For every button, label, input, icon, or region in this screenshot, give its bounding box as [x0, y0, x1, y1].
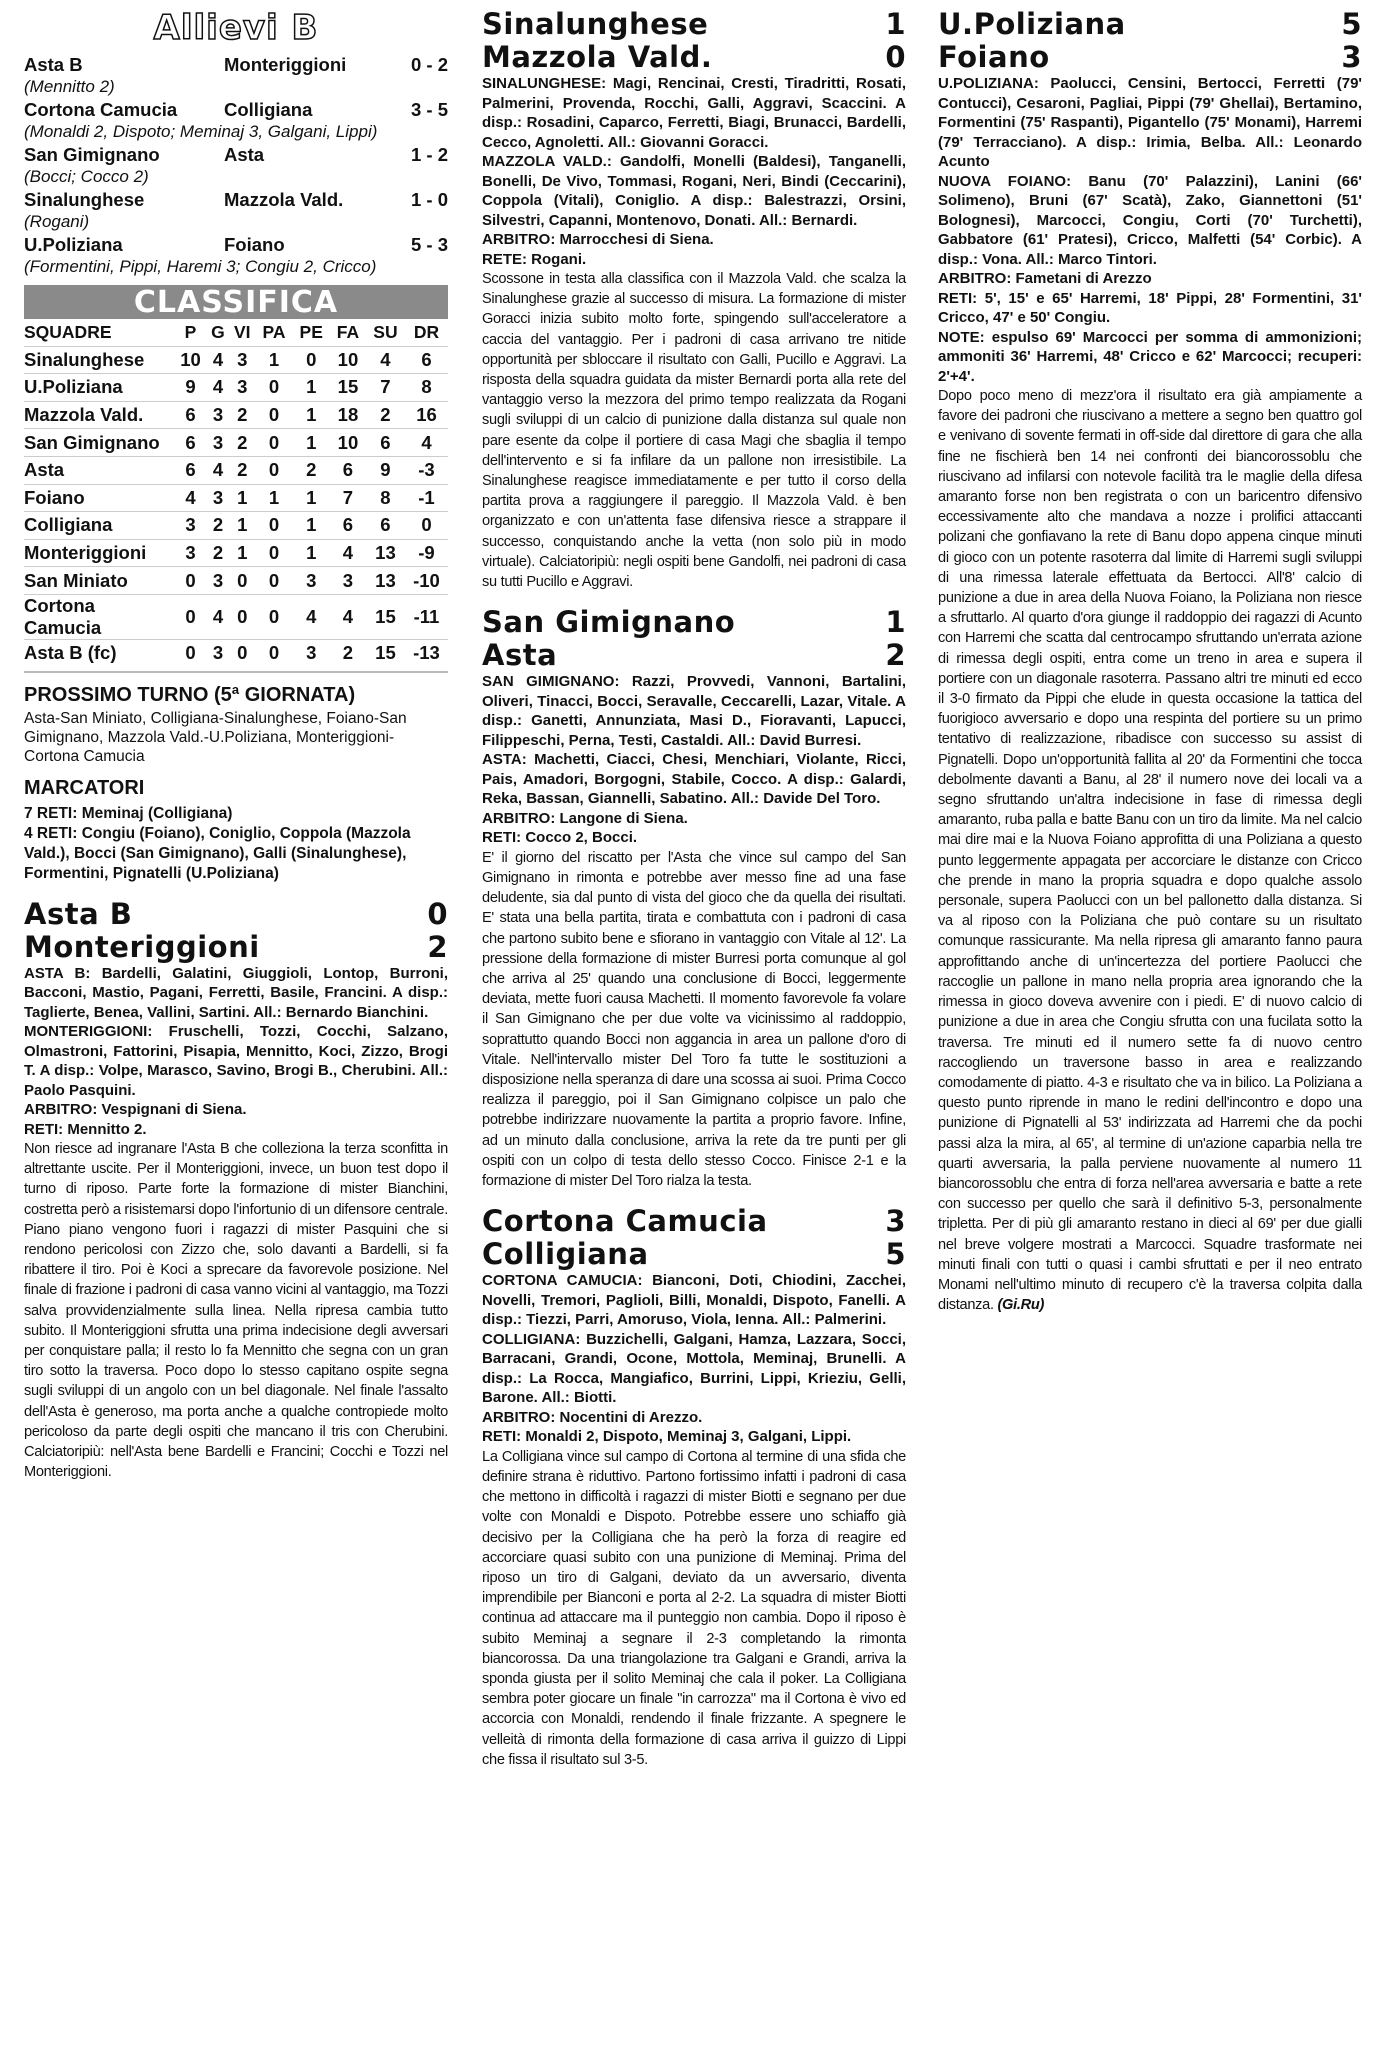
goals: RETI: Mennitto 2. — [24, 1120, 147, 1138]
match-report: Dopo poco meno di mezz'ora il risultato era già ampiamente a favore dei padroni che riuscivano a mettere a segno ben quattro gol e venivano di sovente fermati in off-side dal direttore di gara che alla fine ne fischierà ben 14 nei confronti dei biancorossoblu che riuscivano ad infilarsi con notevole facilità tra le maglie della difesa amaranto forse non ben registrata o con un baricentro difensivo eccessivamente alto che mandava a nozze i prolifici attaccanti polizani che gonfiavano la rete di Banu dopo appena cinque minuti di gioco con un potente rasoterra dal limite di Harremi sugli sviluppi di una rimessa laterale effettuata da Bertocci. All'8' calcio di punizione a due in area della Nuova Foiano, la Poliziana non riesce a sfruttarlo. Al quarto d'ora giunge il raddoppio dei ragazzi di Acunto con Harremi che scatta dal centrocampo sfruttando un'errata azione di rimessa degli ospiti, entra come un treno in area e supera il portiere con un diagonale rasoterra. Passano altri tre minuti ed ecco il 3-0 firmato da Pippi che elude in questa occasione la tattica del fuorigioco avversario e dopo una respinta del portiere su un primo tentativo di realizzazione, ribadisce con successo su assist di Pignatelli. Dopo un'opportunità fallita al 20' da Formentini che tocca debolmente davanti a Banu, al 28' il numero nove dei locali va a segno sfruttando un'altra indecisione in fase di rimessa degli amaranto, ruba palla e batte Banu con un tiro da limite. Ma nel calcio mai dire mai e la Nuova Foiano approfitta di una Poliziana a questo punto leggermente appagata per accorciare le distanze con Cricco che prende in mano la propria squadra e dopo qualche assolo personale, supera Paolucci con un bel pallonetto dalla distanza. Si va al riposo con la Poliziana che può contare su un risultato comunque rassicurante. Ma nella ripresa gli amaranto fanno paura approfittando anche di un'incertezza del portiere Paolucci che raccoglie un pallone in mano nella propria area ignorando che la rimessa in gioco doveva avvenire con i piedi. E' di nuovo calcio di punizione a due in area che Congiu sfrutta con una fucilata sotto la traversa. Tre minuti ed il numero sette fa di nuovo centro raccogliendo un traversone basso in area e realizzando comodamente di piatto. 4-3 e risultato che va in bilico. La Poliziana a questo punto riprende in mano le redini dell'incontro e dopo una punizione di Pignatelli al 53' indirizzata ad Harremi che da pochi passi alza la mira, al 65', al termine di un'azione caparbia nella tre quarti avversaria, la palla perviene nuovamente al numero 11 biancorossoblu che entra di forza nell'area avversaria e batte a rete con successo per quello che sarà il definitivo 5-3, personalmente tripletta. Per di più gli amaranto restano in dieci al 69' per due gialli nel breve volgere mostrati a Marcocci. Squadre trasformate nei minuti finali con tutti o quasi i cambi sfruttati e per il neo entrato Monami nell'ultimo minuto di recupero c'è la traversa colpita dalla distanza. — [938, 388, 1362, 1314]
goals: RETI: Cocco 2, Bocci. — [482, 829, 638, 847]
away-score: 2 — [885, 638, 906, 673]
standings-row — [24, 401, 448, 429]
stat-cell: 0 — [229, 594, 256, 639]
stat-cell: -9 — [405, 539, 448, 567]
stat-cell: 0 — [174, 594, 207, 639]
team-name: Foiano — [24, 484, 174, 512]
stat-cell: 7 — [366, 374, 405, 402]
team-name: U.Poliziana — [24, 374, 174, 402]
away-team: Colligiana — [224, 99, 313, 120]
result-scorers: (Bocci; Cocco 2) — [24, 167, 149, 186]
stat-cell: 4 — [405, 429, 448, 457]
stat-cell: 3 — [292, 567, 330, 595]
match-report: Non riesce ad ingranare l'Asta B che colleziona la terza sconfitta in altrettante uscite. Per il Monteriggioni, invece, un buon test dopo il turno di riposo. Parte forte la formazione di mister Bianchini, costretta però a risistemarsi dopo l'infortunio di un difensore centrale. Piano piano vengono fuori i ragazzi di mister Pasquini che si rendono pericolosi con Zizzo che, solo davanti a Bardelli, si fa ribattere il tiro. Poi è Koci a sprecare da favorevole posizione. Nel finale di frazione i padroni di casa vanno vicini al vantaggio, ma Tozzi salva provvidenzialmente sulla linea. Nella ripresa cambia tutto subito. Il Monteriggioni sfrutta una prima indecisione degli avversari per conquistare palla; il resto lo fa Mennitto che segna con un gran tiro sotto la traversa. Poco dopo lo stesso capitano ospite segna sugli sviluppi di un angolo con un bel diagonale. Nel finale l'assalto dell'Asta è generoso, ma porta anche a qualche contropiede molto pericoloso da parte degli ospiti che mancano il tris con Cherubini. Calciatoripiù: nell'Asta bene Bardelli e Francini; Cocchi e Tozzi nel Monteriggioni. — [24, 1141, 448, 1481]
stat-cell: 3 — [207, 429, 229, 457]
stat-cell: 0 — [256, 539, 293, 567]
stat-cell: 10 — [174, 346, 207, 374]
team-name: San Miniato — [24, 567, 174, 595]
stat-cell: 3 — [292, 639, 330, 666]
standings-title: CLASSIFICA — [133, 284, 339, 320]
away-lineup: ASTA: Machetti, Ciacci, Chesi, Menchiari, Violante, Ricci, Pais, Amadori, Borgogni, Stabile, Cocco. A disp.: Galardi, Reka, Bassan, Giannelli, Sabatino. All.: Davide Del Toro. — [482, 751, 906, 808]
away-lineup: MAZZOLA VALD.: Gandolfi, Monelli (Baldesi), Tanganelli, Bonelli, De Vivo, Tommasi, Rogani, Neri, Bindi (Ceccarini), Coppola (Vitali), Coniglio. A disp.: Balestrazzi, Orsini, Silvestri, Capanni, Montenovo, Donati. All.: Bernardi. — [482, 153, 906, 229]
column-3 — [938, 8, 1362, 1315]
stat-cell: 18 — [330, 401, 366, 429]
score: 1 - 0 — [410, 189, 448, 210]
stat-cell: 0 — [229, 639, 256, 666]
team-name: Colligiana — [24, 512, 174, 540]
home-lineup: SAN GIMIGNANO: Razzi, Provvedi, Vannoni, Bartalini, Oliveri, Tinacci, Bocci, Seravalle, Ceccarelli, Lazar, Vitale. A disp.: Ganetti, Annunziata, Masi D., Fioravanti, Lapucci, Filippeschi, Perna, Testi, Castaldi. All.: David Burresi. — [482, 673, 906, 749]
home-lineup: SINALUNGHESE: Magi, Rencinai, Cresti, Tiradritti, Rosati, Palmerini, Provenda, Rocchi, Galli, Aggravi, Scaccini. A disp.: Rosadini, Caparco, Ferretti, Biagi, Brunacci, Bardelli, Cecco, Agnoletti. All.: Giovanni Goracci. — [482, 75, 906, 151]
away-team: Mazzola Vald. — [224, 189, 344, 210]
stat-cell: 1 — [229, 484, 256, 512]
col-header: DR — [413, 321, 440, 342]
stat-cell: 3 — [207, 567, 229, 595]
home-lineup: ASTA B: Bardelli, Galatini, Giuggioli, Lontop, Burroni, Bacconi, Mastio, Pagani, Ferretti, Basile, Francini. A disp.: Taglierte, Benea, Vallini, Sartini. All.: Bernardo Bianchini. — [24, 964, 448, 1021]
away-team: Monteriggioni — [224, 54, 347, 75]
next-round-title: PROSSIMO TURNO (5ª GIORNATA) — [24, 683, 356, 706]
stat-cell: 1 — [256, 346, 293, 374]
home-team: San Gimignano — [24, 144, 160, 165]
match-report: La Colligiana vince sul campo di Cortona al termine di una sfida che definire strana è riduttivo. Partono fortissimo infatti i padroni di casa che mettono in difficoltà i ragazzi di mister Biotti e segnano per due volte con Monaldi e Dispoto. Potrebbe essere uno schiaffo già decisivo per la Colligiana che ha però la forza di reagire ed accorciare quasi subito con una punizione di Meminaj. Prima del riposo un tiro di Galgani, deviato da un avversario, diventa imprendibile per Bianconi e porta al 2-2. La squadra di mister Biotti continua ad attaccare ma il punteggio non cambia. Dopo il riposo è subito Meminaj a segnare il 2-3 completando la rimonta biancorossa. Da una triangolazione tra Galgani e Grandi, arriva la sponda giusta per il solito Meminaj che cala il poker. La Colligiana sembra poter giocare un finale "in carrozza" ma il Cortona è vivo ed accorcia con Monaldi, rendendo il finale frizzante. A spegnere le velleità di rimonta della formazione di casa arriva il guizzo di Lippi che fissa il risultato sul 3-5. — [482, 1448, 906, 1768]
stat-cell: 8 — [405, 374, 448, 402]
stat-cell: -10 — [405, 567, 448, 595]
home-score: 0 — [427, 896, 448, 931]
stat-cell: 6 — [366, 512, 405, 540]
stat-cell: 2 — [207, 539, 229, 567]
result-item — [24, 54, 448, 97]
col-header: P — [184, 321, 197, 342]
result-scorers: (Rogani) — [24, 212, 90, 231]
standings-banner — [24, 285, 448, 319]
goals: RETE: Rogani. — [482, 250, 587, 268]
goals: RETI: Monaldi 2, Dispoto, Meminaj 3, Galgani, Lippi. — [482, 1428, 852, 1446]
stat-cell: 10 — [330, 429, 366, 457]
score: 0 - 2 — [410, 54, 448, 75]
away-team: Mazzola Vald. — [482, 40, 713, 74]
stat-cell: 7 — [330, 484, 366, 512]
stat-cell: 13 — [366, 539, 405, 567]
standings-row — [24, 594, 448, 639]
result-scorers: (Mennitto 2) — [24, 77, 115, 96]
divider — [24, 671, 448, 673]
stat-cell: 4 — [207, 456, 229, 484]
team-name: San Gimignano — [24, 429, 174, 457]
match-report: E' il giorno del riscatto per l'Asta che vince sul campo del San Gimignano in rimonta e potrebbe aver messo fine ad una fase deludente, sia dal punto di vista del gioco che da quella dei risultati. E' stata una bella partita, tirata e combattuta con i padroni di casa che partono subito bene e sfiorano in vantaggio con Vitale al 12'. La pressione della formazione di mister Burresi porta comunque al gol che arriva al 25' quando una conclusione di Bocci, leggermente deviata, mette fuori causa Machetti. Il momento favorevole fa volare il San Gimignano che per due volte va vicinissimo al raddoppio, soprattutto quando Bocci non aggancia in area un pallone d'oro di Vitale. Nell'intervallo mister Del Toro fa tutte le sostituzioni a disposizione nella speranza di dare una scossa ai suoi. Prima Cocco realizza il pareggio, poi il San Gimignano colpisce un palo che potrebbe indirizzare nuovamente la partita a proprio favore. Infine, ad un minuto dalla conclusione, arriva la rete da tre punti per gli ospiti con un colpo di testa dello stesso Cocco. Finisce 2-1 e la formazione di mister Del Toro rialza la testa. — [482, 849, 906, 1189]
col-header: SQUADRE — [24, 321, 112, 342]
standings-row — [24, 639, 448, 666]
team-name: Monteriggioni — [24, 539, 174, 567]
home-score: 3 — [885, 1204, 906, 1239]
standings-row — [24, 374, 448, 402]
team-name: Sinalunghese — [24, 346, 174, 374]
stat-cell: 0 — [256, 429, 293, 457]
stat-cell: 1 — [229, 539, 256, 567]
stat-cell: 4 — [207, 346, 229, 374]
home-team: Asta B — [24, 54, 83, 75]
match-notes: NOTE: espulso 69' Marcocci per somma di ammonizioni; ammoniti 36' Harremi, 48' Cricco e 62' Marcocci; recuperi: 2'+4'. — [938, 328, 1362, 385]
stat-cell: 15 — [366, 639, 405, 666]
result-scorers: (Formentini, Pippi, Haremi 3; Congiu 2, Cricco) — [24, 257, 377, 276]
stat-cell: -13 — [405, 639, 448, 666]
stat-cell: 6 — [174, 456, 207, 484]
scorers-title: MARCATORI — [24, 776, 145, 799]
stat-cell: 3 — [229, 346, 256, 374]
score: 1 - 2 — [410, 144, 448, 165]
referee: ARBITRO: Marrocchesi di Siena. — [482, 231, 714, 248]
standings-table — [24, 319, 448, 667]
away-score: 3 — [1341, 40, 1362, 74]
stat-cell: 0 — [174, 567, 207, 595]
stat-cell: 8 — [366, 484, 405, 512]
col-header: SU — [373, 321, 398, 342]
stat-cell: 3 — [207, 484, 229, 512]
stat-cell: 6 — [330, 456, 366, 484]
home-score: 5 — [1341, 7, 1362, 41]
stat-cell: 1 — [292, 512, 330, 540]
stat-cell: 16 — [405, 401, 448, 429]
stat-cell: 1 — [292, 539, 330, 567]
column-2 — [482, 8, 906, 1770]
stat-cell: 1 — [229, 512, 256, 540]
result-item — [24, 234, 448, 277]
stat-cell: 6 — [366, 429, 405, 457]
away-team: Monteriggioni — [24, 929, 260, 964]
section-title-banner — [24, 8, 448, 48]
home-team: San Gimignano — [482, 605, 736, 640]
score: 5 - 3 — [410, 234, 448, 255]
match-report: Scossone in testa alla classifica con il Mazzola Vald. che scalza la Sinalunghese grazie al successo di misura. La formazione di mister Goracci inizia subito molto forte, spingendo sull'acceleratore a caccia del vantaggio. Per i padroni di casa arrivano tre nitide opportunità per sbloccare il risultato con Galli, Pucillo e Aggravi. La risposta della squadra guidata da mister Bernardi porta alla rete del vantaggio verso la mezzora del primo tempo realizzata da Rogani sugli sviluppi di un calcio di punizione dalla distanza sul quale non pare esente da colpe il portiere di casa Magi che sbaglia il tempo dell'intervento e si fa infilare da un pallone non irresistibile. La Sinalunghese reagisce immediatamente e per tutto il corso della partita prova a raggiungere il pareggio. Il Mazzola Vald. è ben organizzato e con un'attenta fase difensiva riesce a strappare il successo, conquistando anche la vetta (non solo più in modo virtuale). Calciatoripiù: negli ospiti bene Gandolfi, nei padroni di casa su tutti Pucillo e Aggravi. — [482, 271, 906, 591]
scorers-line-2: 4 RETI: Congiu (Foiano), Coniglio, Coppola (Mazzola Vald.), Bocci (San Gimignano), Galli (Sinalunghese), Formentini, Pignatelli (U.Poliziana) — [24, 824, 411, 882]
away-score: 2 — [427, 929, 448, 964]
stat-cell: 1 — [292, 374, 330, 402]
away-lineup: COLLIGIANA: Buzzichelli, Galgani, Hamza, Lazzara, Socci, Barracani, Grandi, Ocone, Mottola, Meminaj, Brunelli. A disp.: La Rocca, Mangiafico, Burrini, Lippi, Krieziu, Gelli, Barone. All.: Biotti. — [482, 1330, 906, 1407]
stat-cell: 4 — [174, 484, 207, 512]
next-round-text: Asta-San Miniato, Colligiana-Sinalunghese, Foiano-San Gimignano, Mazzola Vald.-U.Poliziana, Monteriggioni-Cortona Camucia — [24, 709, 407, 765]
result-item — [24, 144, 448, 187]
stat-cell: 4 — [207, 374, 229, 402]
home-lineup: CORTONA CAMUCIA: Bianconi, Doti, Chiodini, Zacchei, Novelli, Tremori, Paglioli, Billi, Monaldi, Dispoto, Fanelli. A disp.: Tiezzi, Parri, Amoruso, Viola, Ienna. All.: Palmerini. — [482, 1272, 906, 1329]
stat-cell: 9 — [174, 374, 207, 402]
home-team: Sinalunghese — [482, 7, 709, 41]
match-cortona-colligiana — [482, 1205, 906, 1770]
standings-header-row — [24, 319, 448, 346]
standings-row — [24, 539, 448, 567]
stat-cell: 1 — [256, 484, 293, 512]
home-lineup: U.POLIZIANA: Paolucci, Censini, Bertocci, Ferretti (79' Contucci), Cesaroni, Pagliai, Pippi (79' Ghellai), Bertamino, Formentini (75' Raspanti), Pigantello (75' Monami), Harremi (79' Terracciano). A disp.: Irimia, Belba. All.: Leonardo Acunto — [938, 75, 1362, 170]
col-header: VI — [233, 321, 251, 342]
stat-cell: -11 — [405, 594, 448, 639]
stat-cell: 2 — [229, 429, 256, 457]
stat-cell: 4 — [207, 594, 229, 639]
team-name: Asta B (fc) — [24, 639, 174, 666]
team-name: Cortona Camucia — [24, 594, 174, 639]
away-lineup: NUOVA FOIANO: Banu (70' Palazzini), Lanini (66' Solimeno), Bruni (67' Scatà), Zako, Giannettoni (51' Bolognesi), Marcocci, Congiu, Corti (70' Turchetti), Gabbatore (61' Pratesi), Cricco, Malfetti (54' Corbic). A disp.: Vona. All.: Marco Tintori. — [938, 172, 1362, 268]
stat-cell: 15 — [330, 374, 366, 402]
stat-cell: 3 — [207, 401, 229, 429]
stat-cell: 2 — [330, 639, 366, 666]
stat-cell: 4 — [330, 594, 366, 639]
stat-cell: 0 — [229, 567, 256, 595]
stat-cell: 1 — [292, 429, 330, 457]
stat-cell: 13 — [366, 567, 405, 595]
match-poliziana-foiano — [938, 8, 1362, 1315]
team-name: Mazzola Vald. — [24, 401, 174, 429]
home-score: 1 — [885, 605, 906, 640]
home-team: U.Poliziana — [24, 234, 123, 255]
stat-cell: 9 — [366, 456, 405, 484]
stat-cell: 0 — [256, 401, 293, 429]
stat-cell: -1 — [405, 484, 448, 512]
stat-cell: 0 — [256, 639, 293, 666]
referee: ARBITRO: Vespignani di Siena. — [24, 1101, 247, 1119]
stat-cell: 3 — [174, 512, 207, 540]
away-team: Foiano — [938, 40, 1050, 74]
stat-cell: 3 — [229, 374, 256, 402]
stat-cell: 0 — [405, 512, 448, 540]
away-score: 5 — [885, 1237, 906, 1272]
stat-cell: 4 — [366, 346, 405, 374]
standings-row — [24, 346, 448, 374]
score: 3 - 5 — [410, 99, 448, 120]
standings-row — [24, 456, 448, 484]
away-lineup: MONTERIGGIONI: Fruschelli, Tozzi, Cocchi, Salzano, Olmastroni, Fattorini, Pisapia, Mennitto, Koci, Zizzo, Brogi T. A disp.: Volpe, Marasco, Savino, Brogi B., Cherubini. All.: Paolo Pasquini. — [24, 1023, 448, 1099]
standings-row — [24, 484, 448, 512]
stat-cell: 0 — [256, 594, 293, 639]
standings-row — [24, 429, 448, 457]
stat-cell: 2 — [292, 456, 330, 484]
stat-cell: 2 — [229, 456, 256, 484]
stat-cell: 6 — [174, 429, 207, 457]
home-team: Cortona Camucia — [482, 1204, 768, 1239]
stat-cell: 6 — [405, 346, 448, 374]
stat-cell: 15 — [366, 594, 405, 639]
results-list — [24, 54, 448, 277]
stat-cell: 0 — [256, 512, 293, 540]
match-asta-monteriggioni — [24, 898, 448, 1483]
section-title: Allievi B — [153, 8, 319, 48]
home-team: U.Poliziana — [938, 7, 1126, 41]
goals: RETI: 5', 15' e 65' Harremi, 18' Pippi, 28' Formentini, 31' Cricco, 47' e 50' Congiu. — [938, 289, 1362, 326]
home-score: 1 — [885, 7, 906, 41]
stat-cell: 1 — [292, 401, 330, 429]
standings-row — [24, 512, 448, 540]
match-sangimignano-asta — [482, 606, 906, 1191]
stat-cell: 0 — [174, 639, 207, 666]
away-team: Asta — [482, 638, 558, 673]
result-item — [24, 99, 448, 142]
stat-cell: 2 — [229, 401, 256, 429]
stat-cell: 3 — [330, 567, 366, 595]
team-name: Asta — [24, 456, 174, 484]
stat-cell: 2 — [366, 401, 405, 429]
stat-cell: 0 — [292, 346, 330, 374]
stat-cell: 0 — [256, 374, 293, 402]
col-header: PA — [262, 321, 286, 342]
home-team: Sinalunghese — [24, 189, 145, 210]
away-team: Foiano — [224, 234, 285, 255]
standings-row — [24, 567, 448, 595]
referee: ARBITRO: Nocentini di Arezzo. — [482, 1408, 703, 1426]
col-header: G — [211, 321, 225, 342]
referee: ARBITRO: Langone di Siena. — [482, 809, 688, 827]
scorers-line-1: 7 RETI: Meminaj (Colligiana) — [24, 804, 233, 822]
author-signature: (Gi.Ru) — [997, 1297, 1045, 1314]
home-team: Cortona Camucia — [24, 99, 178, 120]
away-score: 0 — [885, 40, 906, 74]
away-team: Asta — [224, 144, 265, 165]
stat-cell: 3 — [207, 639, 229, 666]
stat-cell: 3 — [174, 539, 207, 567]
column-1 — [24, 8, 448, 1482]
referee: ARBITRO: Fametani di Arezzo — [938, 270, 1152, 287]
stat-cell: 2 — [207, 512, 229, 540]
stat-cell: 0 — [256, 456, 293, 484]
stat-cell: 6 — [174, 401, 207, 429]
match-sinalunghese-mazzola — [482, 8, 906, 592]
stat-cell: 6 — [330, 512, 366, 540]
stat-cell: -3 — [405, 456, 448, 484]
stat-cell: 4 — [292, 594, 330, 639]
col-header: PE — [299, 321, 323, 342]
home-team: Asta B — [24, 896, 133, 931]
stat-cell: 0 — [256, 567, 293, 595]
away-team: Colligiana — [482, 1237, 649, 1272]
col-header: FA — [336, 321, 360, 342]
result-item — [24, 189, 448, 232]
result-scorers: (Monaldi 2, Dispoto; Meminaj 3, Galgani, Lippi) — [24, 122, 378, 141]
stat-cell: 10 — [330, 346, 366, 374]
stat-cell: 4 — [330, 539, 366, 567]
stat-cell: 1 — [292, 484, 330, 512]
